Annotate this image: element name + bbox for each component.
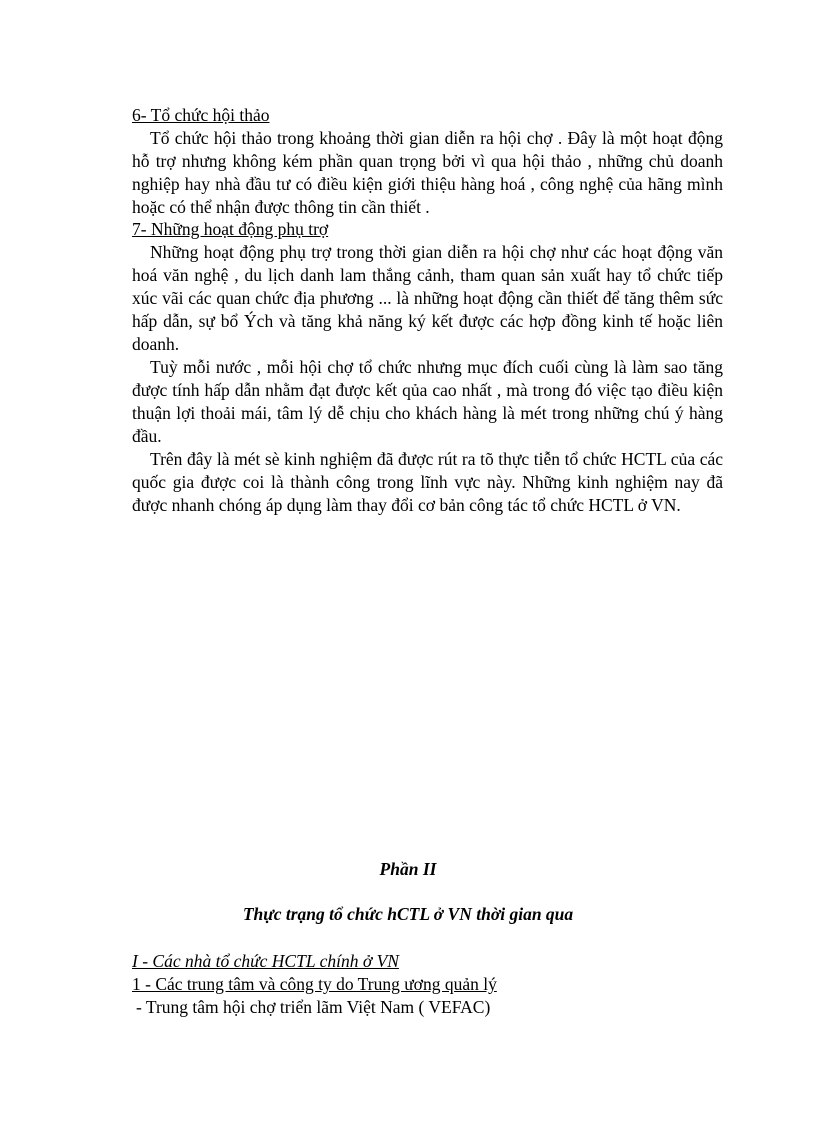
- section-7-paragraph-2: Tuỳ mỗi nước , mỗi hội chợ tổ chức nhưng mục đích cuối cùng là làm sao tăng được tính hấp dẫn nhằm đạt được kết qủa cao nhất , mà trong đó việc tạo điều kiện thuận lợi thoải mái, tâm lý dễ chịu cho khách hàng là mét trong những chú ý hàng đầu.: [132, 357, 723, 446]
- section-6-heading: 6- Tổ chức hội thảo: [132, 105, 270, 125]
- section-7-paragraph-3: Trên đây là mét sè kinh nghiệm đã được rút ra tõ thực tiễn tổ chức HCTL của các quốc gia được coi là thành công trong lĩnh vực này. Những kinh nghiệm nay đã được nhanh chóng áp dụng làm thay đổi cơ bản công tác tổ chức HCTL ở VN.: [132, 449, 723, 515]
- section-7-paragraph-1: Những hoạt động phụ trợ trong thời gian diễn ra hội chợ như các hoạt động văn hoá văn nghệ , du lịch danh lam thắng cảnh, tham quan sản xuất hay tổ chức tiếp xúc vãi các quan chức địa phương ... là những hoạt động cần thiết để tăng thêm sức hấp dẫn, sự bổ Ých và tăng khả năng ký kết được các hợp đồng kinh tế hoặc liên doanh.: [132, 242, 723, 354]
- list-item: - Trung tâm hội chợ triển lãm Việt Nam ( VEFAC): [136, 997, 491, 1017]
- section-I-heading: I - Các nhà tổ chức HCTL chính ở VN: [132, 951, 399, 971]
- section-7-heading: 7- Những hoạt động phụ trợ: [132, 219, 329, 239]
- subsection-1-heading: 1 - Các trung tâm và công ty do Trung ương quản lý: [132, 974, 497, 994]
- section-6-paragraph: Tổ chức hội thảo trong khoảng thời gian diễn ra hội chợ . Đây là một hoạt động hỗ trợ nhưng không kém phần quan trọng bởi vì qua hội thảo , những chủ doanh nghiệp hay nhà đầu tư có điều kiện giới thiệu hàng hoá , công nghệ của hãng mình hoặc có thể nhận được thông tin cần thiết .: [132, 128, 723, 217]
- part-subtitle: Thực trạng tổ chức hCTL ở VN thời gian qua: [242, 904, 574, 924]
- part-title: Phần II: [379, 859, 437, 879]
